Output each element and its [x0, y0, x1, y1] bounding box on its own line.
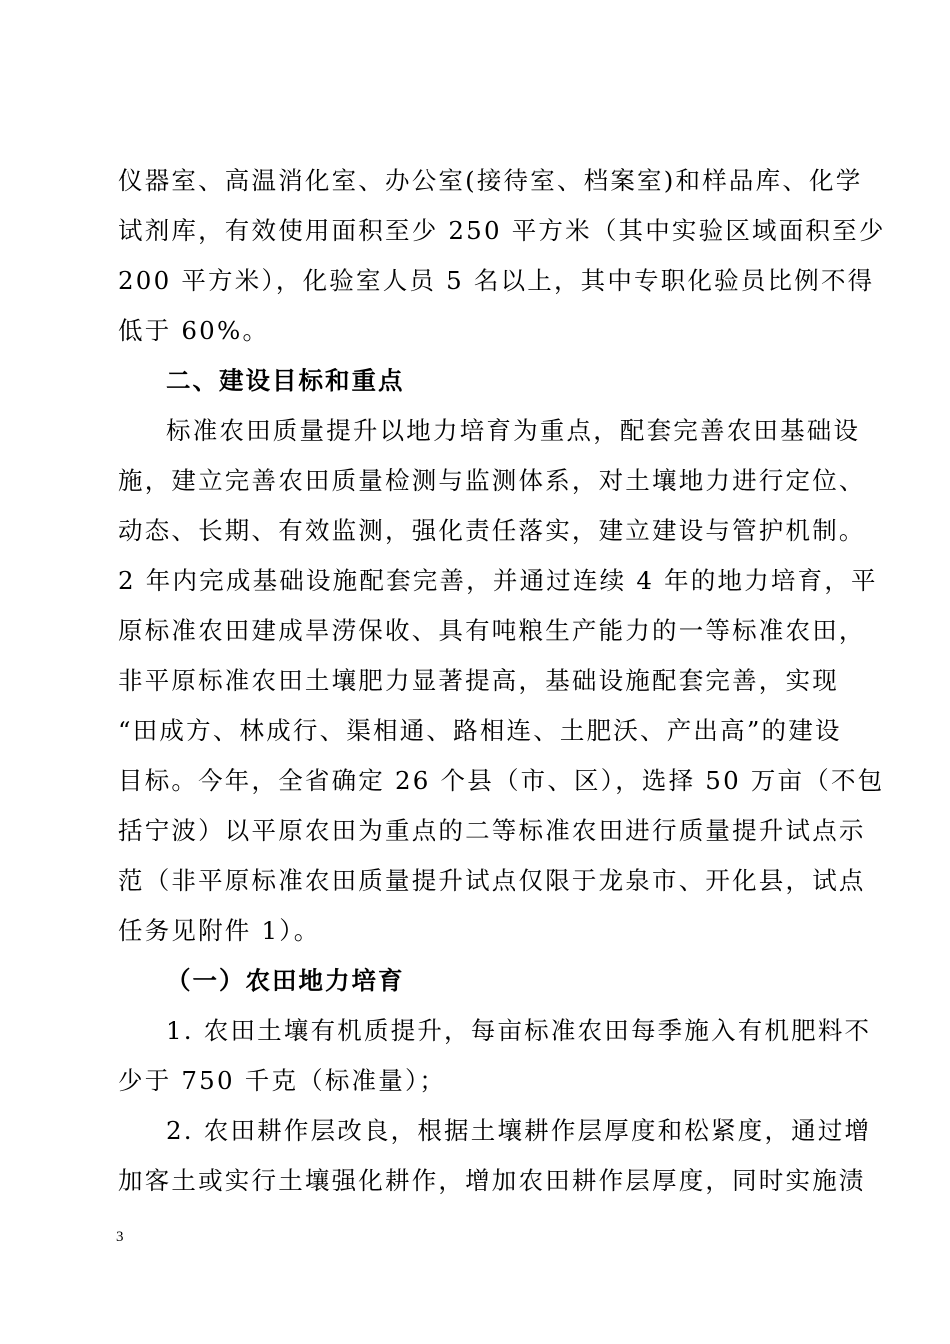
body-text-line: “田成方、林成行、渠相通、路相连、土肥沃、产出高”的建设: [118, 716, 842, 745]
body-text-line: 原标准农田建成旱涝保收、具有吨粮生产能力的一等标准农田，: [118, 616, 866, 645]
body-text-line: 2. 农田耕作层改良，根据土壤耕作层厚度和松紧度，通过增: [166, 1116, 872, 1145]
body-text-line: 试剂库，有效使用面积至少 250 平方米（其中实验区域面积至少: [118, 216, 886, 245]
body-text-line: 范（非平原标准农田质量提升试点仅限于龙泉市、开化县，试点: [118, 866, 866, 895]
body-text-line: 非平原标准农田土壤肥力显著提高，基础设施配套完善，实现: [118, 666, 839, 695]
body-text-line: 加客土或实行土壤强化耕作，增加农田耕作层厚度，同时实施渍: [118, 1166, 866, 1195]
body-text-line: 少于 750 千克（标准量）；: [118, 1066, 447, 1095]
body-text-line: 括宁波）以平原农田为重点的二等标准农田进行质量提升试点示: [118, 816, 866, 845]
body-text-line: 200 平方米），化验室人员 5 名以上，其中专职化验员比例不得: [118, 266, 875, 295]
body-text-line: 目标。今年，全省确定 26 个县（市、区），选择 50 万亩（不包: [118, 766, 885, 795]
body-text-line: 仪器室、高温消化室、办公室(接待室、档案室)和样品库、化学: [118, 166, 863, 195]
body-text-line: 标准农田质量提升以地力培育为重点，配套完善农田基础设: [166, 416, 861, 445]
body-text-line: 施，建立完善农田质量检测与监测体系，对土壤地力进行定位、: [118, 466, 866, 495]
body-text-line: 动态、长期、有效监测，强化责任落实，建立建设与管护机制。: [118, 516, 866, 545]
body-text-line: 低于 60%。: [118, 316, 270, 345]
body-text-line: 2 年内完成基础设施配套完善，并通过连续 4 年的地力培育，平: [118, 566, 878, 595]
page-number: 3: [116, 1229, 124, 1245]
section-heading: 二、建设目标和重点: [166, 366, 405, 395]
subsection-heading: （一）农田地力培育: [166, 966, 405, 995]
body-text-line: 任务见附件 1）。: [118, 916, 321, 945]
body-text-line: 1. 农田土壤有机质提升，每亩标准农田每季施入有机肥料不: [166, 1016, 872, 1045]
